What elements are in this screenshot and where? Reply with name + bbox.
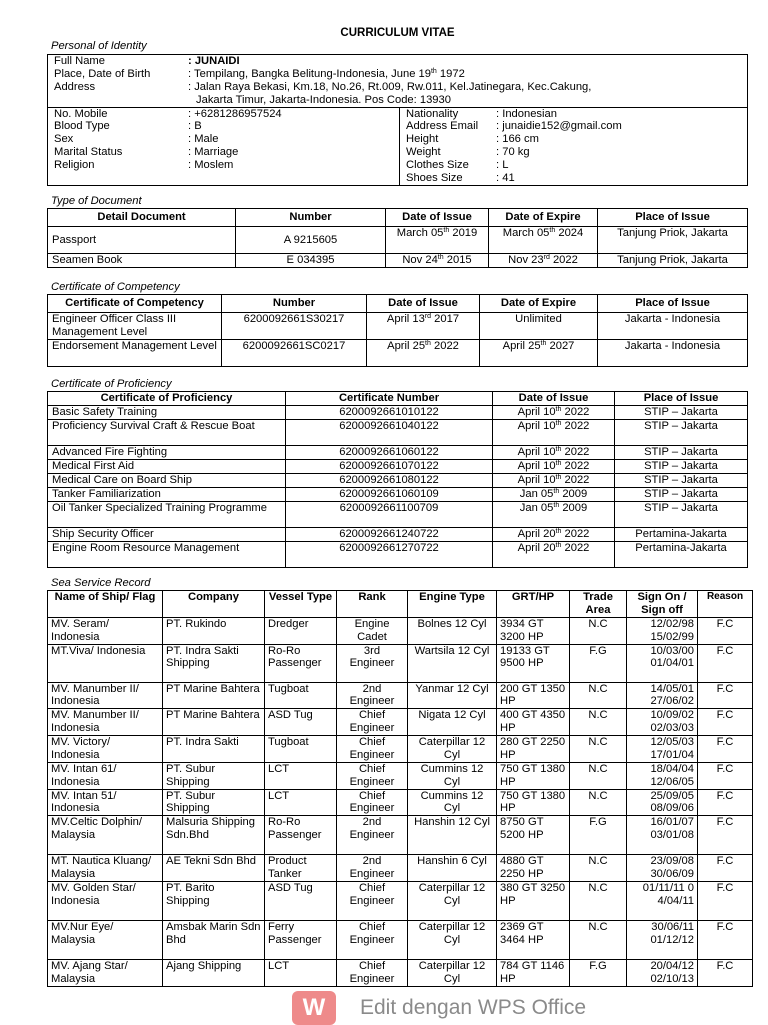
issue-date: April 20th 2022 <box>493 542 615 568</box>
trade-area: N.C <box>570 736 627 763</box>
certificate-name: Endorsement Management Level <box>48 340 222 367</box>
place-of-issue: STIP – Jakarta <box>615 474 748 488</box>
table-row <box>48 617 753 644</box>
document-name: Seamen Book <box>48 254 236 268</box>
column-header: Sign On / Sign off <box>627 591 698 618</box>
mobile-label: No. Mobile <box>54 107 108 120</box>
certificate-name: Ship Security Officer <box>48 528 286 542</box>
company: Amsbak Marin Sdn Bhd <box>163 921 265 960</box>
rank: 3rd Engineer <box>337 644 408 682</box>
documents-section-title: Type of Document <box>51 195 142 207</box>
company: PT. Subur Shipping <box>163 789 265 816</box>
issue-date: March 05th 2019 <box>386 227 489 254</box>
email-label: Address Email <box>406 120 479 133</box>
engine-type: Yanmar 12 Cyl <box>408 682 497 709</box>
competency-table <box>47 294 748 367</box>
table-row <box>48 682 753 709</box>
vessel-type: LCT <box>265 960 337 987</box>
reason: F.C <box>698 762 753 789</box>
company: PT. Subur Shipping <box>163 762 265 789</box>
grt-hp: 400 GT 4350 HP <box>497 709 570 736</box>
reason: F.C <box>698 816 753 855</box>
certificate-name: Medical Care on Board Ship <box>48 474 286 488</box>
rank: Chief Engineer <box>337 921 408 960</box>
vessel-type: LCT <box>265 789 337 816</box>
sign-on-off: 25/09/05 08/09/06 <box>627 789 698 816</box>
company: AE Tekni Sdn Bhd <box>163 855 265 882</box>
reason: F.C <box>698 960 753 987</box>
certificate-name: Basic Safety Training <box>48 406 286 420</box>
engine-type: Nigata 12 Cyl <box>408 709 497 736</box>
certificate-number: 6200092661100709 <box>286 502 493 528</box>
religion-value: : Moslem <box>188 159 234 171</box>
grt-hp: 784 GT 1146 HP <box>497 960 570 987</box>
trade-area: N.C <box>570 682 627 709</box>
grt-hp: 4880 GT 2250 HP <box>497 855 570 882</box>
table-header-row <box>48 209 748 227</box>
trade-area: N.C <box>570 709 627 736</box>
certificate-name: Medical First Aid <box>48 460 286 474</box>
blood-type-value: : B <box>188 120 202 133</box>
sign-on-off: 12/05/03 17/01/04 <box>627 736 698 763</box>
sign-on-off: 01/11/11 0 4/04/11 <box>627 882 698 921</box>
rank: Chief Engineer <box>337 789 408 816</box>
table-row <box>48 227 748 254</box>
trade-area: N.C <box>570 882 627 921</box>
reason: F.C <box>698 736 753 763</box>
sign-on-off: 10/09/02 02/03/03 <box>627 709 698 736</box>
rank: 2nd Engineer <box>337 816 408 855</box>
trade-area: N.C <box>570 855 627 882</box>
certificate-number: 6200092661010122 <box>286 406 493 420</box>
column-header: Date of Expire <box>480 295 598 313</box>
certificate-number: 6200092661SC0217 <box>222 340 367 367</box>
personal-right-cell <box>400 107 748 185</box>
grt-hp: 19133 GT 9500 HP <box>497 644 570 682</box>
table-row <box>48 488 748 502</box>
ship-name: MV. Golden Star/ Indonesia <box>48 882 163 921</box>
trade-area: F.G <box>570 816 627 855</box>
trade-area: N.C <box>570 789 627 816</box>
column-header: Date of Expire <box>489 209 598 227</box>
table-row <box>48 446 748 460</box>
table-row <box>48 460 748 474</box>
table-row <box>48 816 753 855</box>
proficiency-rows <box>48 406 748 568</box>
vessel-type: Tugboat <box>265 682 337 709</box>
rank: Chief Engineer <box>337 762 408 789</box>
certificate-name: Oil Tanker Specialized Training Programme <box>48 502 286 528</box>
table-header-row <box>48 392 748 406</box>
rank: Chief Engineer <box>337 960 408 987</box>
personal-section-title: Personal of Identity <box>51 40 147 52</box>
column-header: Company <box>163 591 265 618</box>
engine-type: Hanshin 6 Cyl <box>408 855 497 882</box>
sign-on-off: 23/09/08 30/06/09 <box>627 855 698 882</box>
sign-on-off: 20/04/12 02/10/13 <box>627 960 698 987</box>
place-of-issue: Jakarta - Indonesia <box>598 340 748 367</box>
wps-logo-icon: W <box>292 991 336 1025</box>
sign-on-off: 18/04/04 12/06/05 <box>627 762 698 789</box>
document-number: E 034395 <box>236 254 386 268</box>
table-row <box>48 855 753 882</box>
weight-label: Weight <box>406 146 441 159</box>
height-value: : 166 cm <box>496 133 539 146</box>
column-header: Number <box>236 209 386 227</box>
sign-on-off: 10/03/00 01/04/01 <box>627 644 698 682</box>
place-of-issue: STIP – Jakarta <box>615 460 748 474</box>
vessel-type: Dredger <box>265 617 337 644</box>
sign-on-off: 30/06/11 01/12/12 <box>627 921 698 960</box>
place-of-issue: STIP – Jakarta <box>615 406 748 420</box>
table-header-row <box>48 591 753 618</box>
sign-on-off: 16/01/07 03/01/08 <box>627 816 698 855</box>
documents-table <box>47 208 748 268</box>
engine-type: Hanshin 12 Cyl <box>408 816 497 855</box>
reason: F.C <box>698 855 753 882</box>
company: PT. Indra Sakti Shipping <box>163 644 265 682</box>
sea-service-rows <box>48 617 753 986</box>
issue-date: April 10th 2022 <box>493 474 615 488</box>
table-row <box>48 789 753 816</box>
column-header: Certificate of Proficiency <box>48 392 286 406</box>
certificate-number: 6200092661040122 <box>286 420 493 446</box>
table-row <box>48 340 748 367</box>
certificate-number: 6200092661060109 <box>286 488 493 502</box>
table-row <box>48 313 748 340</box>
place-of-issue: STIP – Jakarta <box>615 420 748 446</box>
issue-date: April 10th 2022 <box>493 446 615 460</box>
sex-label: Sex <box>54 133 74 146</box>
birth-label: Place, Date of Birth <box>54 67 151 80</box>
place-of-issue: Pertamina-Jakarta <box>615 528 748 542</box>
issue-date: Nov 24th 2015 <box>386 254 489 268</box>
vessel-type: Ro-Ro Passenger <box>265 816 337 855</box>
table-row <box>48 921 753 960</box>
issue-date: April 20th 2022 <box>493 528 615 542</box>
issue-date: April 10th 2022 <box>493 420 615 446</box>
place-of-issue: Tanjung Priok, Jakarta <box>598 254 748 268</box>
column-header: Trade Area <box>570 591 627 618</box>
engine-type: Caterpillar 12 Cyl <box>408 882 497 921</box>
ship-name: MV.Celtic Dolphin/ Malaysia <box>48 816 163 855</box>
certificate-name: Tanker Familiarization <box>48 488 286 502</box>
religion-label: Religion <box>54 159 95 171</box>
table-row <box>48 406 748 420</box>
rank: 2nd Engineer <box>337 855 408 882</box>
place-of-issue: STIP – Jakarta <box>615 488 748 502</box>
certificate-name: Engine Room Resource Management <box>48 542 286 568</box>
column-header: Vessel Type <box>265 591 337 618</box>
table-row <box>48 762 753 789</box>
certificate-number: 6200092661070122 <box>286 460 493 474</box>
certificate-number: 6200092661060122 <box>286 446 493 460</box>
grt-hp: 750 GT 1380 HP <box>497 762 570 789</box>
certificate-name: Proficiency Survival Craft & Rescue Boat <box>48 420 286 446</box>
marital-status-label: Marital Status <box>54 146 123 159</box>
column-header: Date of Issue <box>367 295 480 313</box>
trade-area: F.G <box>570 644 627 682</box>
trade-area: N.C <box>570 617 627 644</box>
ship-name: MV. Seram/ Indonesia <box>48 617 163 644</box>
table-row <box>48 502 748 528</box>
nationality-value: : Indonesian <box>496 107 557 120</box>
issue-date: April 10th 2022 <box>493 406 615 420</box>
full-name-label: Full Name <box>54 55 105 67</box>
sea-service-section-title: Sea Service Record <box>51 577 151 589</box>
proficiency-table <box>47 391 748 568</box>
weight-value: : 70 kg <box>496 146 530 159</box>
ship-name: MV. Ajang Star/ Malaysia <box>48 960 163 987</box>
sex-value: : Male <box>188 133 219 146</box>
grt-hp: 280 GT 2250 HP <box>497 736 570 763</box>
personal-left-cell <box>48 107 400 185</box>
ship-name: MV.Nur Eye/ Malaysia <box>48 921 163 960</box>
table-row <box>48 420 748 446</box>
engine-type: Cummins 12 Cyl <box>408 789 497 816</box>
table-row <box>48 644 753 682</box>
address-label: Address <box>54 80 96 93</box>
blood-type-label: Blood Type <box>54 120 110 133</box>
column-header: Place of Issue <box>598 209 748 227</box>
proficiency-section-title: Certificate of Proficiency <box>51 378 172 390</box>
place-of-issue: STIP – Jakarta <box>615 446 748 460</box>
certificate-number: 6200092661240722 <box>286 528 493 542</box>
certificate-number: 6200092661080122 <box>286 474 493 488</box>
rank: Chief Engineer <box>337 882 408 921</box>
certificate-name: Engineer Officer Class III Management Level <box>48 313 222 340</box>
expire-date: March 05th 2024 <box>489 227 598 254</box>
vessel-type: Tugboat <box>265 736 337 763</box>
engine-type: Caterpillar 12 Cyl <box>408 960 497 987</box>
address-line-1: : Jalan Raya Bekasi, Km.18, No.26, Rt.009, Rw.011, Kel.Jatinegara, Kec.Cakung, <box>188 80 592 93</box>
column-header: Number <box>222 295 367 313</box>
rank: Chief Engineer <box>337 736 408 763</box>
vessel-type: Product Tanker <box>265 855 337 882</box>
engine-type: Caterpillar 12 Cyl <box>408 736 497 763</box>
ship-name: MV. Intan 51/ Indonesia <box>48 789 163 816</box>
shoes-size-value: : 41 <box>496 171 515 184</box>
clothes-size-value: : L <box>496 159 509 171</box>
table-row <box>48 474 748 488</box>
email-value: : junaidie152@gmail.com <box>496 120 622 133</box>
grt-hp: 380 GT 3250 HP <box>497 882 570 921</box>
certificate-number: 6200092661270722 <box>286 542 493 568</box>
grt-hp: 200 GT 1350 HP <box>497 682 570 709</box>
nationality-label: Nationality <box>406 107 459 120</box>
certificate-number: 6200092661S30217 <box>222 313 367 340</box>
reason: F.C <box>698 709 753 736</box>
full-name-value: : JUNAIDI <box>188 55 240 67</box>
height-label: Height <box>406 133 439 146</box>
engine-type: Cummins 12 Cyl <box>408 762 497 789</box>
column-header: GRT/HP <box>497 591 570 618</box>
reason: F.C <box>698 882 753 921</box>
table-header-row <box>48 295 748 313</box>
issue-date: April 25th 2022 <box>367 340 480 367</box>
expire-date: Unlimited <box>480 313 598 340</box>
issue-date: Jan 05th 2009 <box>493 502 615 528</box>
table-row <box>48 882 753 921</box>
table-row <box>48 960 753 987</box>
ship-name: MV. Victory/ Indonesia <box>48 736 163 763</box>
wps-edit-label: Edit dengan WPS Office <box>360 995 587 1019</box>
place-of-issue: Jakarta - Indonesia <box>598 313 748 340</box>
ship-name: MV. Manumber II/ Indonesia <box>48 682 163 709</box>
issue-date: Jan 05th 2009 <box>493 488 615 502</box>
clothes-size-label: Clothes Size <box>406 159 469 171</box>
company: PT. Indra Sakti <box>163 736 265 763</box>
column-header: Certificate of Competency <box>48 295 222 313</box>
place-of-issue: STIP – Jakarta <box>615 502 748 528</box>
column-header: Place of Issue <box>615 392 748 406</box>
company: Malsuria Shipping Sdn.Bhd <box>163 816 265 855</box>
trade-area: N.C <box>570 762 627 789</box>
ship-name: MT. Nautica Kluang/ Malaysia <box>48 855 163 882</box>
company: PT Marine Bahtera <box>163 709 265 736</box>
personal-identity-table <box>47 54 748 186</box>
column-header: Date of Issue <box>386 209 489 227</box>
expire-date: April 25th 2027 <box>480 340 598 367</box>
table-row <box>48 254 748 268</box>
address-line-2: Jakarta Timur, Jakarta-Indonesia. Pos Code: 13930 <box>196 93 451 106</box>
column-header: Rank <box>337 591 408 618</box>
engine-type: Caterpillar 12 Cyl <box>408 921 497 960</box>
document-title: CURRICULUM VITAE <box>340 27 455 39</box>
column-header: Place of Issue <box>598 295 748 313</box>
column-header: Reason <box>698 591 753 618</box>
place-of-issue: Tanjung Priok, Jakarta <box>598 227 748 254</box>
column-header: Engine Type <box>408 591 497 618</box>
vessel-type: LCT <box>265 762 337 789</box>
column-header: Detail Document <box>48 209 236 227</box>
reason: F.C <box>698 617 753 644</box>
company: PT. Rukindo <box>163 617 265 644</box>
vessel-type: ASD Tug <box>265 709 337 736</box>
ship-name: MT.Viva/ Indonesia <box>48 644 163 682</box>
reason: F.C <box>698 644 753 682</box>
place-of-issue: Pertamina-Jakarta <box>615 542 748 568</box>
personal-top-cell <box>48 55 748 108</box>
company: Ajang Shipping <box>163 960 265 987</box>
reason: F.C <box>698 921 753 960</box>
table-row <box>48 542 748 568</box>
table-row <box>48 736 753 763</box>
document-name: Passport <box>48 227 236 254</box>
vessel-type: Ro-Ro Passenger <box>265 644 337 682</box>
engine-type: Wartsila 12 Cyl <box>408 644 497 682</box>
column-header: Name of Ship/ Flag <box>48 591 163 618</box>
grt-hp: 8750 GT 5200 HP <box>497 816 570 855</box>
grt-hp: 750 GT 1380 HP <box>497 789 570 816</box>
issue-date: April 10th 2022 <box>493 460 615 474</box>
reason: F.C <box>698 682 753 709</box>
vessel-type: ASD Tug <box>265 882 337 921</box>
sign-on-off: 14/05/01 27/06/02 <box>627 682 698 709</box>
vessel-type: Ferry Passenger <box>265 921 337 960</box>
company: PT. Barito Shipping <box>163 882 265 921</box>
wps-edit-banner[interactable] <box>292 992 632 1024</box>
rank: Chief Engineer <box>337 709 408 736</box>
column-header: Date of Issue <box>493 392 615 406</box>
birth-value: : Tempilang, Bangka Belitung-Indonesia, June 19th 1972 <box>188 67 465 80</box>
ship-name: MV. Manumber II/ Indonesia <box>48 709 163 736</box>
expire-date: Nov 23rd 2022 <box>489 254 598 268</box>
engine-type: Bolnes 12 Cyl <box>408 617 497 644</box>
reason: F.C <box>698 789 753 816</box>
shoes-size-label: Shoes Size <box>406 171 463 184</box>
table-row <box>48 709 753 736</box>
rank: 2nd Engineer <box>337 682 408 709</box>
sign-on-off: 12/02/98 15/02/99 <box>627 617 698 644</box>
company: PT Marine Bahtera <box>163 682 265 709</box>
sea-service-table <box>47 590 753 987</box>
rank: Engine Cadet <box>337 617 408 644</box>
ship-name: MV. Intan 61/ Indonesia <box>48 762 163 789</box>
marital-status-value: : Marriage <box>188 146 239 159</box>
certificate-name: Advanced Fire Fighting <box>48 446 286 460</box>
competency-section-title: Certificate of Competency <box>51 281 180 293</box>
table-row <box>48 528 748 542</box>
trade-area: N.C <box>570 921 627 960</box>
trade-area: F.G <box>570 960 627 987</box>
grt-hp: 2369 GT 3464 HP <box>497 921 570 960</box>
document-number: A 9215605 <box>236 227 386 254</box>
grt-hp: 3934 GT 3200 HP <box>497 617 570 644</box>
mobile-value: : +6281286957524 <box>188 107 282 120</box>
issue-date: April 13rd 2017 <box>367 313 480 340</box>
column-header: Certificate Number <box>286 392 493 406</box>
